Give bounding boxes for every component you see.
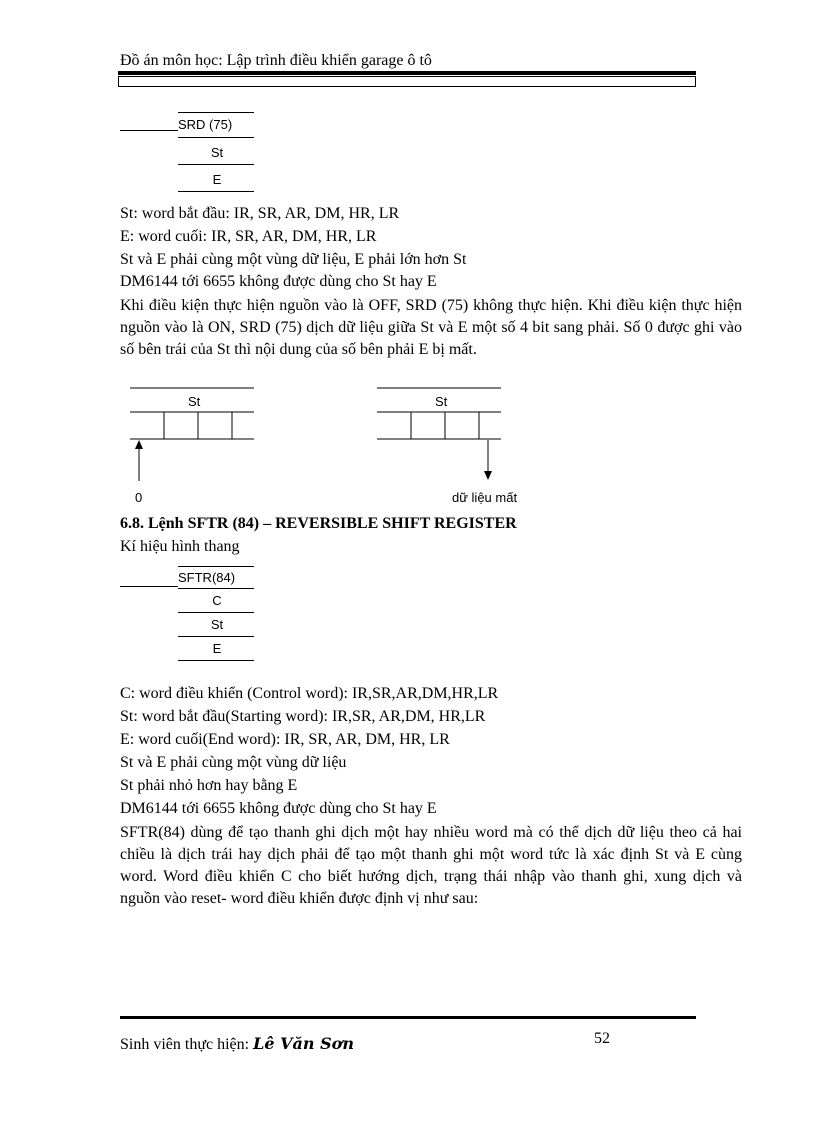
ladder-divider (178, 191, 254, 192)
sftr-operand-e: E (212, 641, 222, 656)
text-line: St và E phải cùng một vùng dữ liệu (120, 754, 347, 771)
ladder-divider (178, 636, 254, 637)
ladder-divider (178, 660, 254, 661)
srd-instruction-name: SRD (75) (178, 117, 233, 132)
sftr-operand-st: St (210, 617, 224, 632)
srd-operand-st: St (210, 145, 224, 160)
text-line: C: word điều khiển (Control word): IR,SR,AR,DM,HR,LR (120, 685, 499, 702)
text-line: St: word bắt đầu: IR, SR, AR, DM, HR, LR (120, 205, 400, 222)
section-heading: 6.8. Lệnh SFTR (84) – REVERSIBLE SHIFT REGISTER (120, 515, 517, 532)
ladder-divider (178, 588, 254, 589)
text-line: DM6144 tới 6655 không được dùng cho St hay E (120, 273, 437, 290)
paragraph: SFTR(84) dùng để tạo thanh ghi dịch một hay nhiều word mà có thể dịch dữ liệu theo cả hai chiều là dịch trái hay dịch phải để tạo một thanh ghi một word tức là xác định St và E cùng word. Word điều khiển C cho biết hướng dịch, trạng thái nhập vào thanh ghi, xung dịch và nguồn vào reset- word điều khiển được định vị như sau: (120, 824, 742, 907)
ladder-input-line (120, 586, 178, 587)
footer-rule (120, 1016, 696, 1019)
author-name: Lê Văn Sơn (253, 1034, 354, 1053)
left-register-label: St (188, 394, 201, 409)
text-line: DM6144 tới 6655 không được dùng cho St hay E (120, 800, 437, 817)
ladder-top-line (178, 566, 254, 567)
header-box (118, 76, 696, 87)
page-number: 52 (594, 1030, 610, 1047)
input-zero-label: 0 (135, 490, 143, 505)
ladder-divider (178, 137, 254, 138)
footer-label: Sinh viên thực hiện: (120, 1036, 254, 1053)
paragraph: Khi điều kiện thực hiện nguồn vào là OFF, SRD (75) không thực hiện. Khi điều kiện thực hiện nguồn vào là ON, SRD (75) dịch dữ liệu giữa St và E một số 4 bit sang phải. Số 0 được ghi vào số bên trái của St thì nội dung của số bên phải E bị mất. (120, 297, 742, 358)
header-rule (118, 71, 696, 75)
ladder-divider (178, 164, 254, 165)
sftr-operand-c: C (212, 593, 222, 608)
subheading: Kí hiệu hình thang (120, 538, 240, 555)
right-register-label: St (435, 394, 448, 409)
footer-author-line (120, 1034, 354, 1054)
page-header-title: Đồ án môn học: Lập trình điều khiển garage ô tô (120, 52, 432, 69)
text-line: E: word cuối(End word): IR, SR, AR, DM, HR, LR (120, 731, 450, 748)
ladder-input-line (120, 130, 178, 131)
shift-diagram-graphic (120, 385, 560, 485)
srd-operand-e: E (212, 172, 222, 187)
data-lost-label: dữ liệu mất (452, 490, 518, 505)
text-line: St và E phải cùng một vùng dữ liệu, E phải lớn hơn St (120, 251, 467, 268)
ladder-top-line (178, 112, 254, 113)
text-line: St phải nhỏ hơn hay bằng E (120, 777, 298, 794)
text-line: E: word cuối: IR, SR, AR, DM, HR, LR (120, 228, 377, 245)
text-line: St: word bắt đầu(Starting word): IR,SR, AR,DM, HR,LR (120, 708, 486, 725)
ladder-divider (178, 612, 254, 613)
sftr-instruction-name: SFTR(84) (178, 570, 236, 585)
